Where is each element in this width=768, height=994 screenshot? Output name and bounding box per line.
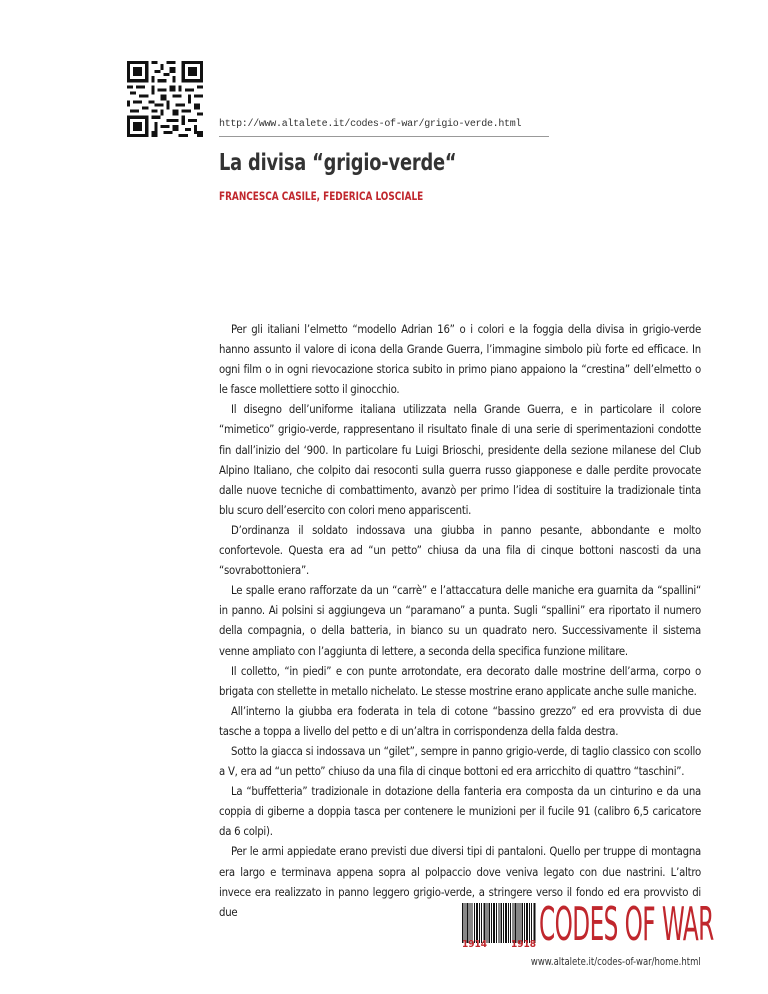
paragraph: Per le armi appiedate erano previsti due diversi tipi di pantaloni. Quello per truppe di montagna era largo e terminava appena sopra al polpaccio dove veniva legato con due nastrini. L’altro invece era realizzato in panno leggero grigio-verde, a stringere verso il fondo ed era provvisto di due: [219, 845, 701, 919]
page-url[interactable]: http://www.altalete.it/codes-of-war/grigio-verde.html: [219, 119, 522, 130]
divider: [219, 136, 549, 137]
barcode-icon: [462, 903, 536, 943]
paragraph: Per gli italiani l’elmetto “modello Adrian 16” o i colori e la foggia della divisa in grigio-verde hanno assunto il valore di icona della Grande Guerra, l’immagine simbolo più forte ed efficace. In ogni film o in ogni rievocazione storica subito in primo piano appaiono la “crestina” dell’elmetto o le fasce mollettiere sotto il ginocchio.: [219, 323, 701, 397]
paragraph: Le spalle erano rafforzate da un “carrè” e l’attaccatura delle maniche era guarnita da “spallini“ in panno. Ai polsini si aggiungeva un “paramano” a punta. Sugli “spallini” era riportato il numero della compagnia, o della batteria, in bianco su un quadrato nero. Successivamente il sistema venne ampliato con l’aggiunta di lettere, a seconda della specifica funzione militare.: [219, 584, 701, 658]
paragraph: Il disegno dell’uniforme italiana utilizzata nella Grande Guerra, e in particolare il colore “mimetico” grigio-verde, rappresentano il risultato finale di una serie di sperimentazioni condotte fin dall’inizio del ‘900. In particolare fu Luigi Brioschi, presidente della sezione milanese del Club Alpino Italiano, che colpito dai resoconti sulla guerra russo giapponese e dalle perdite provocate dalle nuove tecniche di combattimento, avanzò per primo l’idea di sostituire la tradizionale tinta blu scuro dell’esercito con colori meno appariscenti.: [219, 403, 701, 517]
article-title: La divisa “grigio-verde“: [219, 150, 457, 176]
home-url[interactable]: www.altalete.it/codes-of-war/home.html: [531, 956, 701, 968]
paragraph: D’ordinanza il soldato indossava una giubba in panno pesante, abbondante e molto confortevole. Questa era ad “un petto” chiusa da una fila di cinque bottoni nascosti da una “sovrabottoniera”.: [219, 523, 701, 578]
article-authors: FRANCESCA CASILE, FEDERICA LOSCIALE: [219, 189, 424, 203]
paragraph: All’interno la giubba era foderata in tela di cotone “bassino grezzo” ed era provvista di due tasche a toppa a livello del petto e di un’altra in corrispondenza della falda destra.: [219, 704, 701, 738]
paragraph: La “buffetteria” tradizionale in dotazione della fanteria era composta da un cinturino e da una coppia di giberne a doppia tasca per contenere le munizioni per il fucile 91 (calibro 6,5 caricatore da 6 colpi).: [219, 785, 701, 839]
year-end: 1918: [510, 939, 536, 950]
article-body: [219, 320, 701, 923]
brand-name: CODES OF WAR: [539, 897, 714, 951]
codes-of-war-logo: [462, 897, 714, 953]
paragraph: Sotto la giacca si indossava un “gilet”, sempre in panno grigio-verde, di taglio classico con scollo a V, era ad “un petto” chiuso da una fila di cinque bottoni ed era arricchito di quattro “taschini”.: [219, 744, 701, 779]
paragraph: Il colletto, “in piedi” e con punte arrotondate, era decorato dalle mostrine dell’arma, corpo o brigata con stellette in metallo nichelato. Le stesse mostrine erano applicate anche sulle maniche.: [219, 664, 701, 698]
year-start: 1914: [462, 939, 488, 950]
years: [462, 939, 536, 953]
qr-code-icon: [127, 61, 203, 137]
